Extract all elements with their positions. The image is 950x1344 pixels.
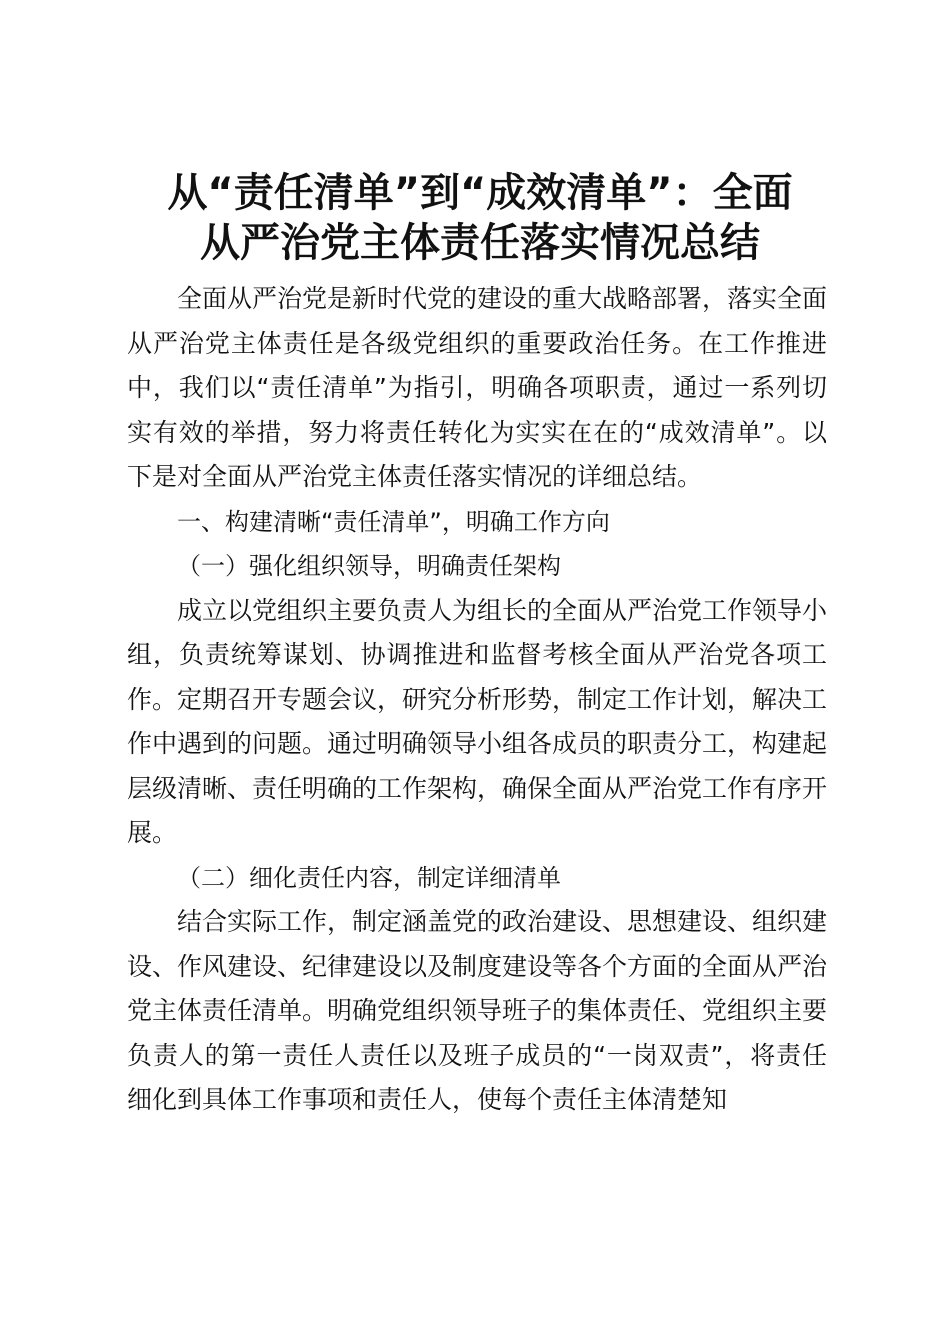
document-body	[127, 277, 827, 1123]
document-title-line-1: 从“责任清单”到“成效清单”：全面	[167, 170, 793, 216]
intro-paragraph: 全面从严治党是新时代党的建设的重大战略部署，落实全面从严治党主体责任是各级党组织的重要政治任务。在工作推进中，我们以“责任清单”为指引，明确各项职责，通过一系列切实有效的举措，努力将责任转化为实实在在的“成效清单”。以下是对全面从严治党主体责任落实情况的详细总结。	[127, 284, 828, 491]
section-1-heading: 一、构建清晰“责任清单”，明确工作方向	[177, 507, 610, 536]
subsection-1-paragraph: 成立以党组织主要负责人为组长的全面从严治党工作领导小组，负责统筹谋划、协调推进和监督考核全面从严治党各项工作。定期召开专题会议，研究分析形势，制定工作计划，解决工作中遇到的问题。通过明确领导小组各成员的职责分工，构建起层级清晰、责任明确的工作架构，确保全面从严治党工作有序开展。	[127, 595, 828, 847]
subsection-1-heading: （一）强化组织领导，明确责任架构	[177, 552, 561, 580]
subsection-2-paragraph: 结合实际工作，制定涵盖党的政治建设、思想建设、组织建设、作风建设、纪律建设以及制度建设等各个方面的全面从严治党主体责任清单。明确党组织领导班子的集体责任、党组织主要负责人的第一责任人责任以及班子成员的“一岗双责”，将责任细化到具体工作事项和责任人，使每个责任主体清楚知	[127, 907, 828, 1114]
subsection-2-heading: （二）细化责任内容，制定详细清单	[177, 863, 561, 892]
document-title-line-2: 从严治党主体责任落实情况总结	[200, 220, 760, 266]
